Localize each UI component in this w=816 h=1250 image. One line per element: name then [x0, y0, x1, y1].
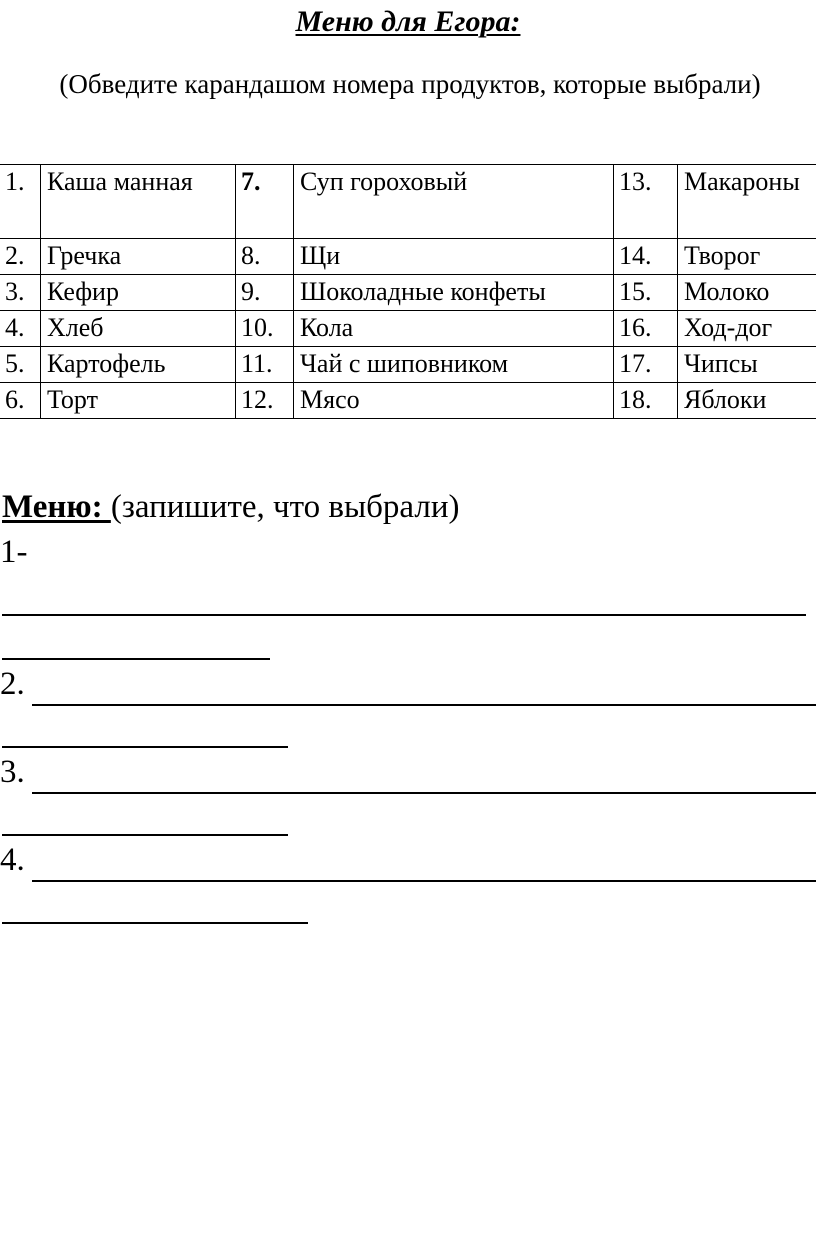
- product-name: Чипсы: [678, 347, 816, 383]
- product-name: Шоколадные конфеты: [294, 275, 614, 311]
- menu-line-label: 1-: [0, 534, 28, 570]
- product-name: Мясо: [294, 383, 614, 419]
- product-name: Яблоки: [678, 383, 816, 419]
- table-row: [0, 239, 816, 275]
- product-number: 10.: [236, 311, 294, 347]
- product-number: 18.: [614, 383, 678, 419]
- menu-answer-line[interactable]: [32, 662, 816, 706]
- product-number: 6.: [0, 383, 41, 419]
- menu-answer-line[interactable]: [2, 792, 288, 836]
- product-name: Чай с шиповником: [294, 347, 614, 383]
- product-name: Торт: [41, 383, 236, 419]
- table-row: [0, 383, 816, 419]
- menu-answer-line[interactable]: [2, 704, 288, 748]
- product-name: Макароны: [678, 165, 816, 239]
- table-row: [0, 275, 816, 311]
- product-number: 9.: [236, 275, 294, 311]
- table-row: [0, 165, 816, 239]
- menu-answer-line[interactable]: [32, 750, 816, 794]
- product-number: 16.: [614, 311, 678, 347]
- product-name: Гречка: [41, 239, 236, 275]
- instruction-text: (Обведите карандашом номера продуктов, которые выбрали): [59, 69, 761, 99]
- menu-answer-line[interactable]: [2, 616, 270, 660]
- table-row: [0, 311, 816, 347]
- product-number: 17.: [614, 347, 678, 383]
- product-name: Щи: [294, 239, 614, 275]
- menu-instruction: (запишите, что выбрали): [110, 489, 460, 525]
- product-name: Хлеб: [41, 311, 236, 347]
- product-number: 8.: [236, 239, 294, 275]
- product-number: 15.: [614, 275, 678, 311]
- menu-answer-line[interactable]: [32, 838, 816, 882]
- products-table: [0, 164, 816, 419]
- product-number: 1.: [0, 165, 41, 239]
- menu-line-label: 4.: [0, 842, 25, 878]
- product-number: 4.: [0, 311, 41, 347]
- product-number: 7.: [236, 165, 294, 239]
- product-name: Молоко: [678, 275, 816, 311]
- product-name: Кефир: [41, 275, 236, 311]
- product-number: 13.: [614, 165, 678, 239]
- product-name: Творог: [678, 239, 816, 275]
- product-name: Каша манная: [41, 165, 236, 239]
- menu-form-header: [2, 485, 816, 529]
- product-name: Кола: [294, 311, 614, 347]
- product-number: 2.: [0, 239, 41, 275]
- product-name: Ход-дог: [678, 311, 816, 347]
- product-number: 12.: [236, 383, 294, 419]
- product-number: 14.: [614, 239, 678, 275]
- menu-answer-line[interactable]: [2, 574, 806, 616]
- product-number: 5.: [0, 347, 41, 383]
- table-row: [0, 347, 816, 383]
- menu-line-label: 2.: [0, 666, 25, 702]
- product-name: Картофель: [41, 347, 236, 383]
- page-title: Меню для Егора:: [295, 5, 521, 38]
- menu-heading: Меню:: [2, 489, 111, 525]
- product-name: Суп гороховый: [294, 165, 614, 239]
- menu-answer-line[interactable]: [2, 880, 308, 924]
- product-number: 11.: [236, 347, 294, 383]
- product-number: 3.: [0, 275, 41, 311]
- menu-line-label: 3.: [0, 754, 25, 790]
